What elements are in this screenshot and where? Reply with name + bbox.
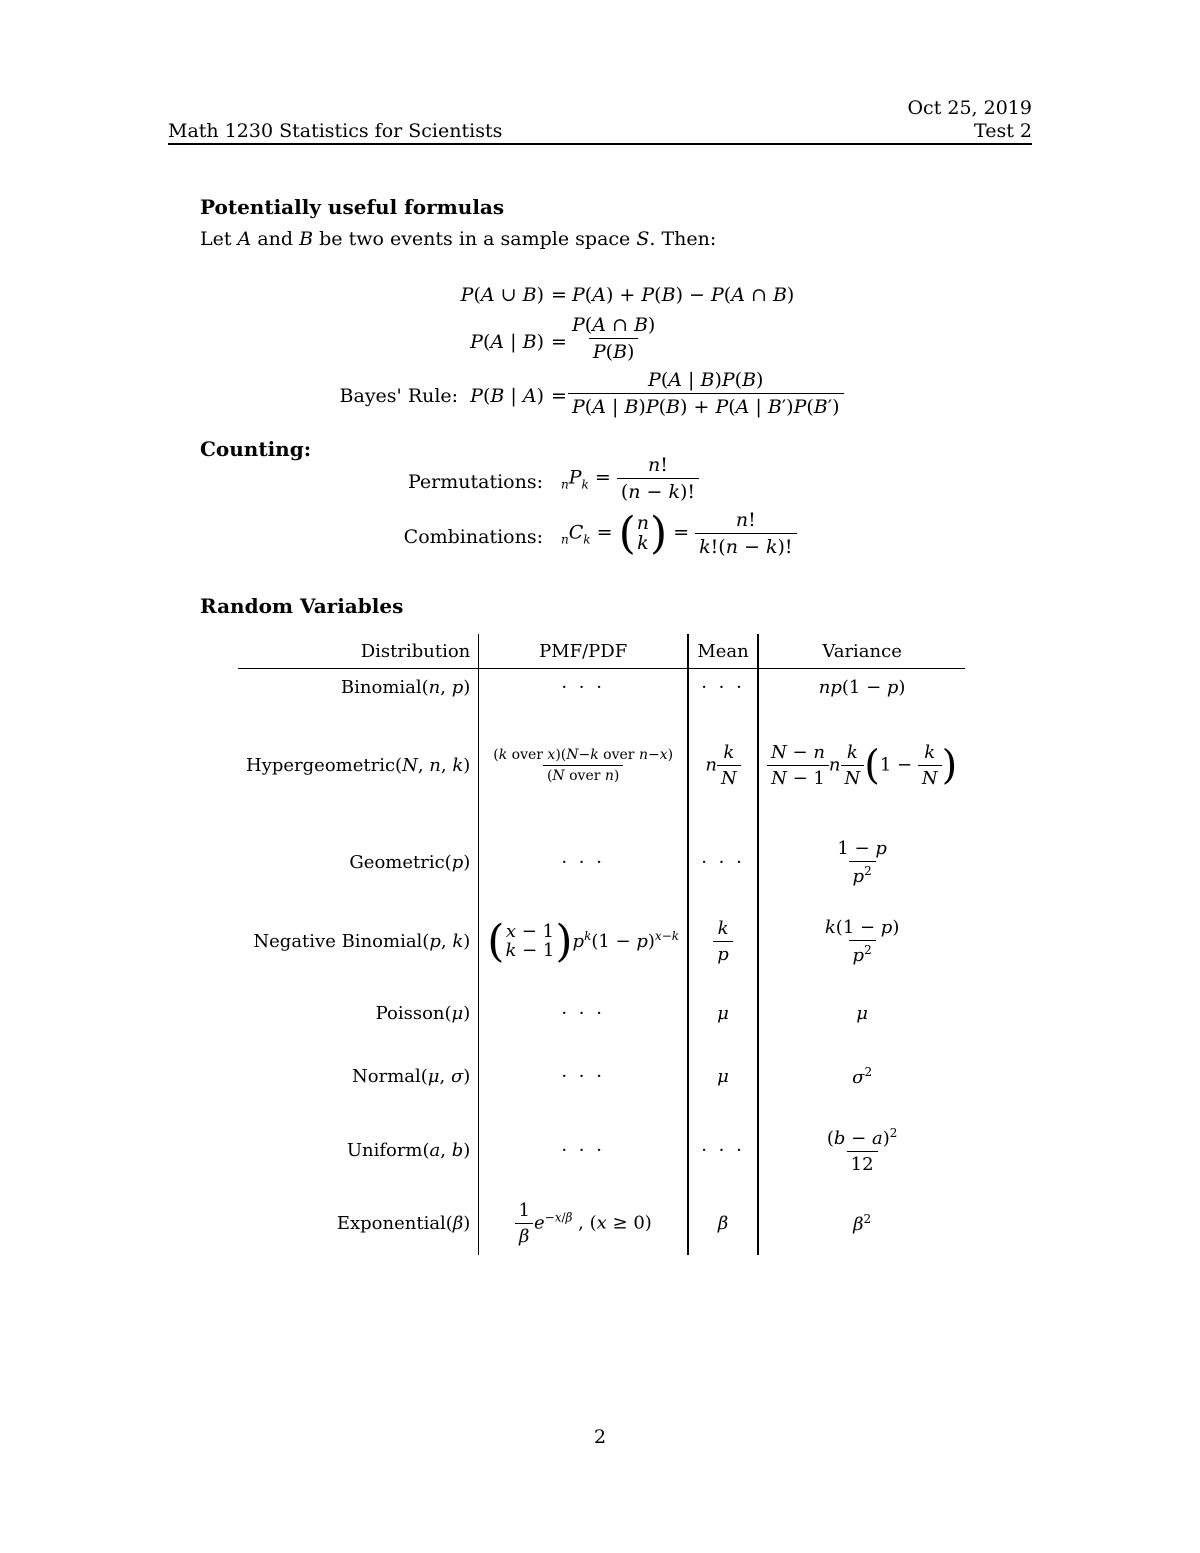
table-row xyxy=(238,983,965,1045)
header-rule xyxy=(168,143,1032,145)
header-course: Math 1230 Statistics for Scientists xyxy=(168,120,503,142)
variance-cell: $\frac{1 - p}{p^2}$ xyxy=(837,838,887,887)
combinations-label: Combinations: xyxy=(403,526,543,548)
section-heading-formulas: Potentially useful formulas xyxy=(200,195,505,219)
mean-cell: · · · xyxy=(688,669,758,707)
table-row xyxy=(238,1045,965,1109)
header-test: Test 2 xyxy=(974,120,1032,142)
pmf-cell: · · · xyxy=(479,1045,688,1109)
mean-cell: n $\frac{k}{N}$ xyxy=(688,707,758,825)
formulas-intro: Let A and B be two events in a sample space S. Then: xyxy=(200,228,717,250)
col-variance: Variance xyxy=(758,634,965,669)
random-variables-table xyxy=(238,634,965,1255)
formula-union-eq: = xyxy=(551,284,567,306)
formula-conditional-lhs: P(A | B) xyxy=(470,331,544,353)
formula-bayes-rhs: $\frac{P(A | B)P(B)}{P(A | B)P(B) + P(A | B')P(B')}$ xyxy=(568,369,844,418)
table-row xyxy=(238,707,965,825)
mean-cell: $\frac{k}{p}$ xyxy=(688,901,758,983)
section-heading-random-variables: Random Variables xyxy=(200,594,404,618)
section-heading-counting: Counting: xyxy=(200,437,312,461)
bayes-label: Bayes' Rule: xyxy=(339,385,459,407)
variance-cell: μ xyxy=(856,1003,868,1024)
variance-cell: $\frac{k(1 - p)}{p^2}$ xyxy=(824,917,900,966)
dist-exponential: Exponential(β) xyxy=(238,1193,479,1255)
mean-cell: · · · xyxy=(688,1109,758,1193)
variance-cell: $\frac{(b - a)^2}{12}$ xyxy=(826,1126,898,1175)
table-row xyxy=(238,1193,965,1255)
variance-cell: $\sigma^2$ xyxy=(852,1065,873,1088)
variance-cell: np(1 − p) xyxy=(818,677,906,699)
permutations-label: Permutations: xyxy=(407,471,543,493)
pmf-cell: · · · xyxy=(479,983,688,1045)
header-date: Oct 25, 2019 xyxy=(907,97,1032,119)
combinations-formula: $_nC_k$ = ( n k ) = $\frac{n!}{k!(n - k)!}$ xyxy=(561,509,797,558)
formula-bayes-lhs: Bayes' Rule: P(B | A) xyxy=(339,385,544,407)
mean-cell: μ xyxy=(688,983,758,1045)
dist-uniform: Uniform(a, b) xyxy=(238,1109,479,1193)
dist-hypergeometric: Hypergeometric(N, n, k) xyxy=(238,707,479,825)
pmf-cell: $\frac{\text{(k over x)(N−k over n−x)}}{\text{(N over n)}}$ xyxy=(479,707,688,825)
dist-poisson: Poisson(μ) xyxy=(238,983,479,1045)
table-row xyxy=(238,669,965,707)
formula-union-rhs: P(A) + P(B) − P(A ∩ B) xyxy=(572,284,795,306)
table-row xyxy=(238,901,965,983)
pmf-cell: $\frac{1}{\beta}$ $e^{-x/\beta}$ , (x ≥ 0) xyxy=(479,1193,688,1255)
dist-negative-binomial: Negative Binomial(p, k) xyxy=(238,901,479,983)
formula-conditional-rhs: $\frac{P(A \cap B)}{P(B)}$ xyxy=(572,314,656,363)
pmf-cell: · · · xyxy=(479,825,688,901)
formula-conditional-eq: = xyxy=(551,331,567,353)
table-row xyxy=(238,825,965,901)
mean-cell: · · · xyxy=(688,825,758,901)
formula-bayes-eq: = xyxy=(551,385,567,407)
dist-geometric: Geometric(p) xyxy=(238,825,479,901)
page-number: 2 xyxy=(594,1426,607,1448)
pmf-cell: · · · xyxy=(479,669,688,707)
permutations-formula: $_nP_k$ = $\frac{n!}{(n - k)!}$ xyxy=(561,454,699,503)
table-row xyxy=(238,1109,965,1193)
formula-union-lhs: P(A ∪ B) xyxy=(460,284,544,306)
dist-binomial: Binomial(n, p) xyxy=(238,669,479,707)
dist-normal: Normal(μ, σ) xyxy=(238,1045,479,1109)
table-header-row xyxy=(238,634,965,669)
col-distribution: Distribution xyxy=(238,634,479,669)
pmf-cell: · · · xyxy=(479,1109,688,1193)
variance-cell: $\beta^2$ xyxy=(853,1212,872,1235)
mean-cell: μ xyxy=(688,1045,758,1109)
col-mean: Mean xyxy=(688,634,758,669)
pmf-cell: ( x − 1 k − 1 ) $p^k(1 - p)^{x-k}$ xyxy=(479,901,688,983)
col-pmf: PMF/PDF xyxy=(479,634,688,669)
mean-cell: β xyxy=(688,1193,758,1255)
variance-cell: $\frac{N - n}{N - 1}$ n $\frac{k}{N}$ (1 − $\frac{k}{N}$ ) xyxy=(758,707,965,825)
